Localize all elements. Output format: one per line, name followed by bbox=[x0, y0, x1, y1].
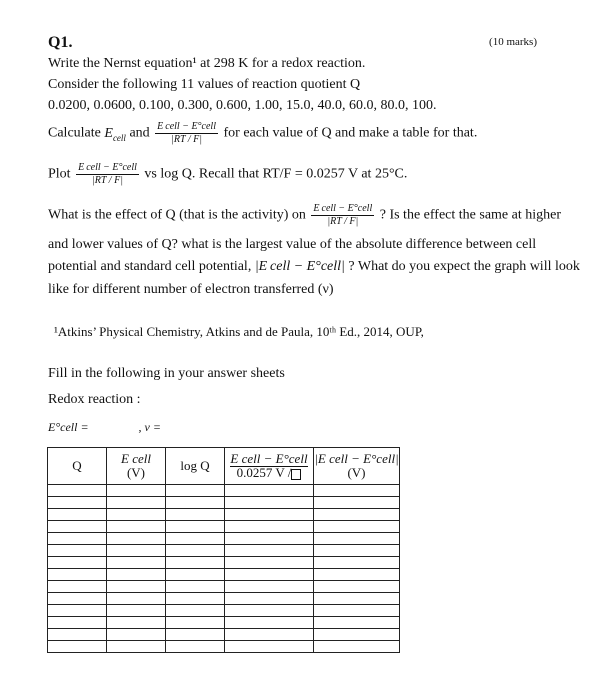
effect-fraction-denominator: |RT / F| bbox=[327, 216, 359, 227]
plot-fraction-denominator: |RT / F| bbox=[92, 175, 123, 186]
header-ecell: E cell (V) bbox=[107, 448, 166, 485]
fill-instruction: Fill in the following in your answer sheets bbox=[48, 366, 285, 381]
effect-prefix: What is the effect of Q (that is the activity) on bbox=[48, 207, 306, 223]
plot-suffix: vs log Q. Recall that RT/F = 0.0257 V at 25°C. bbox=[144, 166, 408, 182]
table-row bbox=[48, 569, 400, 581]
nu-label: , ν = bbox=[138, 420, 161, 434]
table-row bbox=[48, 641, 400, 653]
table-row bbox=[48, 545, 400, 557]
table-row bbox=[48, 617, 400, 629]
effect-line-4: like for different number of electron transferred (ν) bbox=[48, 282, 334, 297]
answer-table bbox=[47, 447, 400, 653]
table-row bbox=[48, 629, 400, 641]
effect-fraction-numerator: E cell − E°cell bbox=[313, 203, 373, 214]
effect-line-3 bbox=[48, 259, 580, 275]
effect-suffix: ? Is the effect the same at higher bbox=[379, 207, 562, 223]
table-row bbox=[48, 533, 400, 545]
abs-difference: |E cell − E°cell| bbox=[254, 259, 345, 274]
standard-ecell-label: E°cell = bbox=[48, 420, 89, 434]
table-row bbox=[48, 593, 400, 605]
plot-fraction bbox=[76, 162, 139, 187]
table-row bbox=[48, 581, 400, 593]
effect-line bbox=[48, 203, 561, 228]
table-row bbox=[48, 605, 400, 617]
calculate-and: and bbox=[129, 125, 150, 141]
table-header-row bbox=[48, 448, 400, 485]
q-values-intro: Consider the following 11 values of reaction quotient Q bbox=[48, 77, 361, 92]
unit-box-icon bbox=[291, 469, 301, 480]
effect-fraction bbox=[311, 203, 374, 228]
question-number: Q1. bbox=[48, 34, 73, 51]
plot-line bbox=[48, 162, 407, 187]
normalized-fraction bbox=[155, 121, 218, 146]
table-row bbox=[48, 509, 400, 521]
table-row bbox=[48, 557, 400, 569]
table-row bbox=[48, 497, 400, 509]
header-q: Q bbox=[48, 448, 107, 485]
redox-reaction-label: Redox reaction : bbox=[48, 392, 141, 407]
ecell-nu-line bbox=[48, 420, 161, 435]
effect-line-2: and lower values of Q? what is the largest value of the absolute difference between cell bbox=[48, 237, 537, 252]
calculate-prefix: Calculate bbox=[48, 125, 101, 141]
footnote-reference: ¹Atkins’ Physical Chemistry, Atkins and de Paula, 10ᵗʰ Ed., 2014, OUP, bbox=[54, 324, 424, 339]
header-abs-diff: |E cell − E°cell| (V) bbox=[314, 448, 400, 485]
ecell-symbol: $E_{cell}$ bbox=[104, 125, 126, 143]
calculate-suffix: for each value of Q and make a table for that. bbox=[223, 125, 478, 141]
header-logq: log Q bbox=[166, 448, 225, 485]
fraction-denominator: |RT / F| bbox=[171, 134, 203, 145]
q-values-list: 0.0200, 0.0600, 0.100, 0.300, 0.600, 1.00, 15.0, 40.0, 60.0, 80.0, 100. bbox=[48, 98, 437, 113]
header-normalized: E cell − E°cell 0.0257 V / bbox=[225, 448, 314, 485]
table-row bbox=[48, 521, 400, 533]
plot-fraction-numerator: E cell − E°cell bbox=[78, 162, 137, 173]
nernst-instruction: Write the Nernst equation¹ at 298 K for a redox reaction. bbox=[48, 56, 366, 71]
effect-line3-a: potential and standard cell potential, bbox=[48, 259, 252, 274]
plot-prefix: Plot bbox=[48, 166, 71, 182]
table-row bbox=[48, 485, 400, 497]
calculate-line bbox=[48, 121, 477, 146]
marks-label: (10 marks) bbox=[489, 36, 537, 48]
effect-line3-b: ? What do you expect the graph will look bbox=[348, 259, 580, 274]
fraction-numerator: E cell − E°cell bbox=[157, 121, 216, 132]
